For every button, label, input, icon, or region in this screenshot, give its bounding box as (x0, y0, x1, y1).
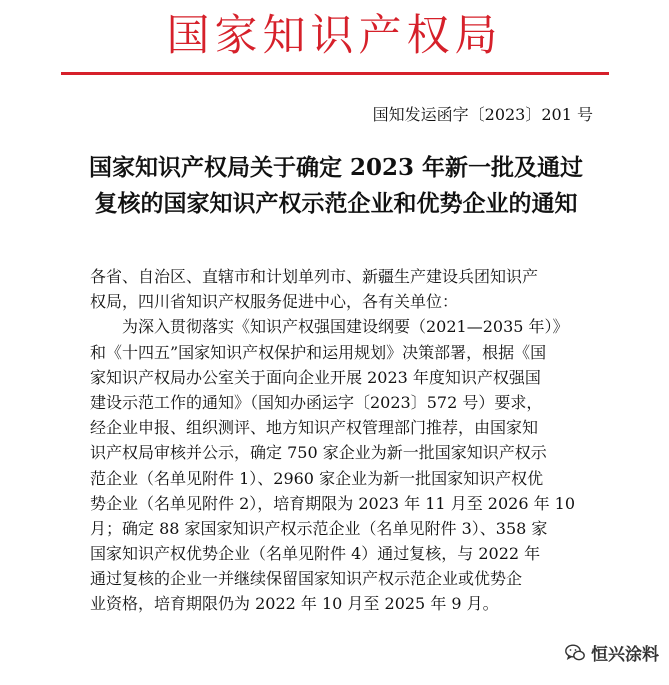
body-line: 为深入贯彻落实《知识产权强国建设纲要（2021—2035 年）》 (90, 317, 569, 337)
body-line: 范企业（名单见附件 1）、2960 家企业为新一批国家知识产权优 (90, 468, 544, 488)
body-line: 建设示范工作的通知》（国知办函运字〔2023〕572 号）要求， (90, 392, 543, 412)
body-line: 国家知识产权优势企业（名单见附件 4）通过复核，与 2022 年 (90, 544, 541, 564)
wechat-icon (565, 644, 585, 662)
document-title (60, 150, 612, 222)
watermark-text: 恒兴涂料 (591, 645, 659, 665)
document-body (90, 264, 600, 617)
body-line: 和《十四五”国家知识产权保护和运用规划》决策部署，根据《国 (90, 342, 547, 362)
body-line: 识产权局审核并公示，确定 750 家企业为新一批国家知识产权示 (90, 443, 547, 463)
body-line: 业资格，培育期限仍为 2022 年 10 月至 2025 年 9 月。 (90, 594, 499, 614)
document-number: 国知发运函字〔2023〕201 号 (372, 105, 593, 124)
body-line: 通过复核的企业一并继续保留国家知识产权示范企业或优势企 (90, 569, 523, 589)
body-line: 家知识产权局办公室关于面向企业开展 2023 年度知识产权强国 (90, 367, 541, 387)
body-line: 月；确定 88 家国家知识产权示范企业（名单见附件 3）、358 家 (90, 518, 548, 538)
body-line: 各省、自治区、直辖市和计划单列市、新疆生产建设兵团知识产 (90, 267, 539, 286)
body-line: 经企业申报、组织测评、地方知识产权管理部门推荐，由国家知 (90, 418, 539, 438)
watermark (565, 640, 659, 665)
body-line: 权局，四川省知识产权服务促进中心，各有关单位： (90, 292, 459, 312)
agency-name: 国家知识产权局 (166, 11, 503, 61)
red-divider (61, 72, 609, 75)
title-line: 复核的国家知识产权示范企业和优势企业的通知 (94, 190, 578, 217)
body-line: 势企业（名单见附件 2），培育期限为 2023 年 11 月至 2026 年 10 (90, 493, 576, 513)
title-line: 国家知识产权局关于确定 2023 年新一批及通过 (88, 154, 584, 181)
